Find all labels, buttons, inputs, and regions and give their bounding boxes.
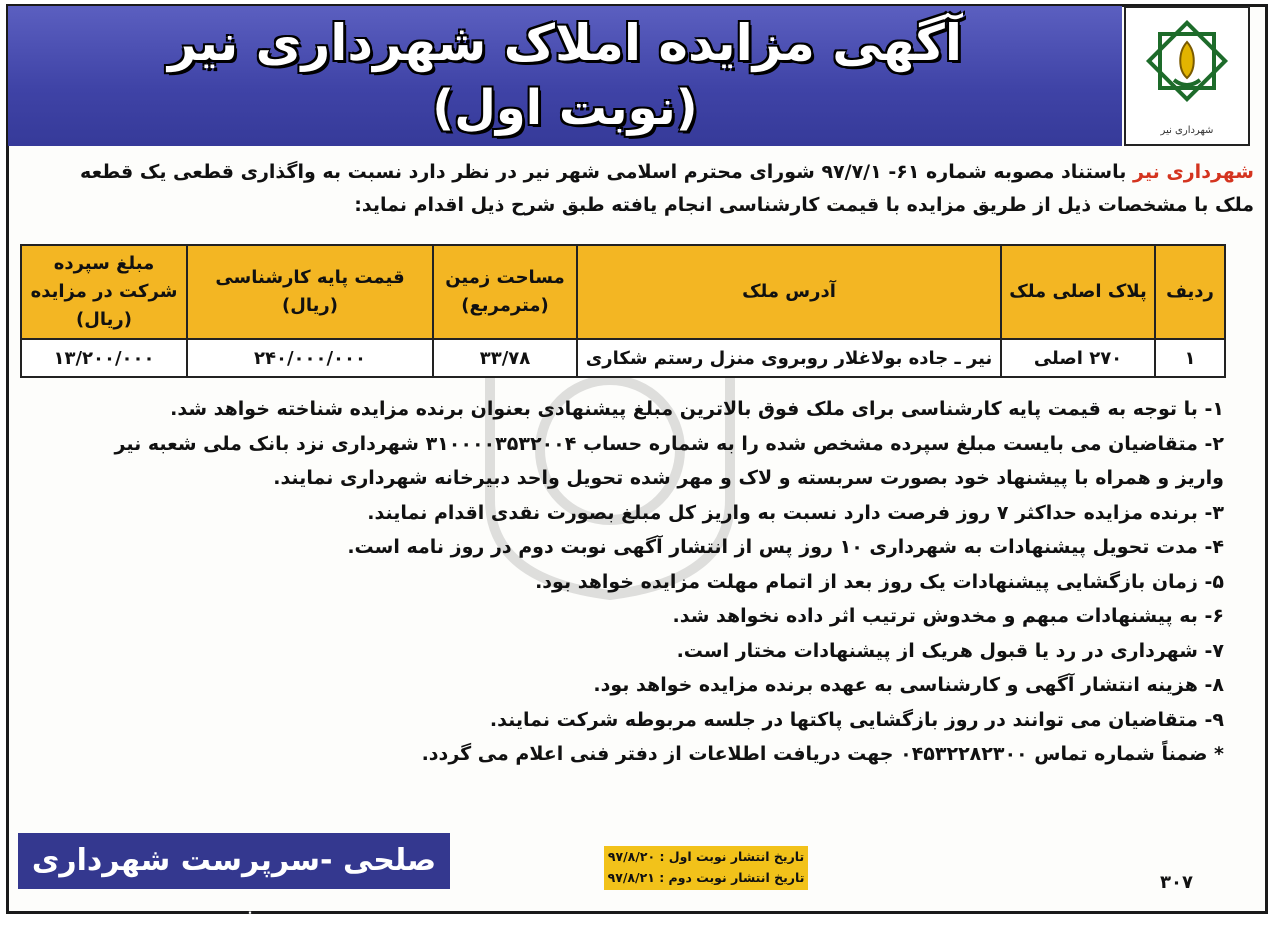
intro-brand: شهرداری نیر (1133, 161, 1254, 183)
table-row (21, 339, 1225, 377)
cell-row: ۱ (1155, 339, 1225, 377)
date-second: تاریخ انتشار نوبت دوم : ۹۷/۸/۲۱ (607, 870, 805, 885)
cell-plate: ۲۷۰ اصلی (1001, 339, 1155, 377)
cell-address: نیر ـ جاده بولاغلار روبروی منزل رستم شکاری (577, 339, 1001, 377)
municipality-emblem-icon (1134, 16, 1240, 116)
date-first: تاریخ انتشار نوبت اول : ۹۷/۸/۲۰ (607, 849, 805, 864)
municipality-logo (1124, 6, 1250, 146)
condition-item: ۱- با توجه به قیمت پایه کارشناسی برای ملک فوق بالاترین مبلغ پیشنهادی بعنوان برنده مزایده شناخته خواهد شد. (170, 398, 1224, 420)
intro-line-1-text: باستناد مصوبه شماره ۶۱- ۹۷/۷/۱ شورای محترم اسلامی شهر نیر در نظر دارد نسبت به واگذاری قطعی یک قطعه (80, 161, 1133, 183)
condition-item: ۸- هزینه انتشار آگهی و کارشناسی به عهده برنده مزایده خواهد بود. (593, 674, 1224, 696)
conditions-list (14, 392, 1224, 772)
cell-price: ۲۴۰/۰۰۰/۰۰۰ (187, 339, 433, 377)
condition-item: واریز و همراه با پیشنهاد خود بصورت سربسته و لاک و مهر شده تحویل واحد دبیرخانه شهرداری نمایند. (273, 467, 1224, 489)
col-plate: پلاک اصلی ملک (1001, 245, 1155, 339)
property-table (20, 244, 1226, 378)
publication-dates (604, 846, 808, 890)
condition-item: ۴- مدت تحویل پیشنهادات به شهرداری ۱۰ روز پس از انتشار آگهی نوبت دوم در روز نامه است. (347, 536, 1224, 558)
contact-note: * ضمناً شماره تماس ۰۴۵۳۲۲۸۲۳۰۰ جهت دریافت اطلاعات از دفتر فنی اعلام می گردد. (421, 743, 1224, 765)
condition-item: ۹- متقاضیان می توانند در روز بازگشایی پاکتها در جلسه مربوطه شرکت نمایند. (489, 708, 1224, 731)
condition-item: ۷- شهرداری در رد یا قبول هریک از پیشنهادات مختار است. (676, 639, 1224, 662)
ad-round: (نوبت اول) (432, 80, 698, 136)
logo-caption: شهرداری نیر (1160, 125, 1214, 136)
condition-item: ۲- متقاضیان می بایست مبلغ سپرده مشخص شده را به شماره حساب ۳۱۰۰۰۰۳۵۳۲۰۰۴ شهرداری نزد بانک ملی شعبه نیر (114, 432, 1224, 455)
cell-area: ۳۳/۷۸ (433, 339, 577, 377)
condition-item: ۶- به پیشنهادات مبهم و مخدوش ترتیب اثر داده نخواهد شد. (672, 605, 1224, 627)
intro-line-1 (14, 156, 1254, 189)
intro-line-2: ملک با مشخصات ذیل از طریق مزایده با قیمت کارشناسی انجام یافته طبق شرح ذیل اقدام نماید: (354, 194, 1254, 216)
signature-banner: صلحی -سرپرست شهرداری نیر (18, 833, 450, 889)
col-row: ردیف (1155, 245, 1225, 339)
col-area: مساحت زمین (مترمربع) (433, 245, 577, 339)
page-number: ۳۰۷ (1160, 872, 1193, 893)
col-address: آدرس ملک (577, 245, 1001, 339)
col-deposit: مبلغ سپرده شرکت در مزایده (ریال) (21, 245, 187, 339)
condition-item: ۵- زمان بازگشایی پیشنهادات یک روز بعد از اتمام مهلت مزایده خواهد بود. (535, 570, 1224, 593)
condition-item: ۳- برنده مزایده حداکثر ۷ روز فرصت دارد نسبت به واریز کل مبلغ بصورت نقدی اقدام نمایند. (367, 501, 1224, 524)
table-header-row (21, 245, 1225, 339)
ad-title: آگهی مزایده املاک شهرداری نیر (167, 14, 963, 72)
ad-header (8, 6, 1122, 146)
cell-deposit: ۱۳/۲۰۰/۰۰۰ (21, 339, 187, 377)
intro-paragraph (14, 156, 1254, 222)
col-price: قیمت پایه کارشناسی (ریال) (187, 245, 433, 339)
